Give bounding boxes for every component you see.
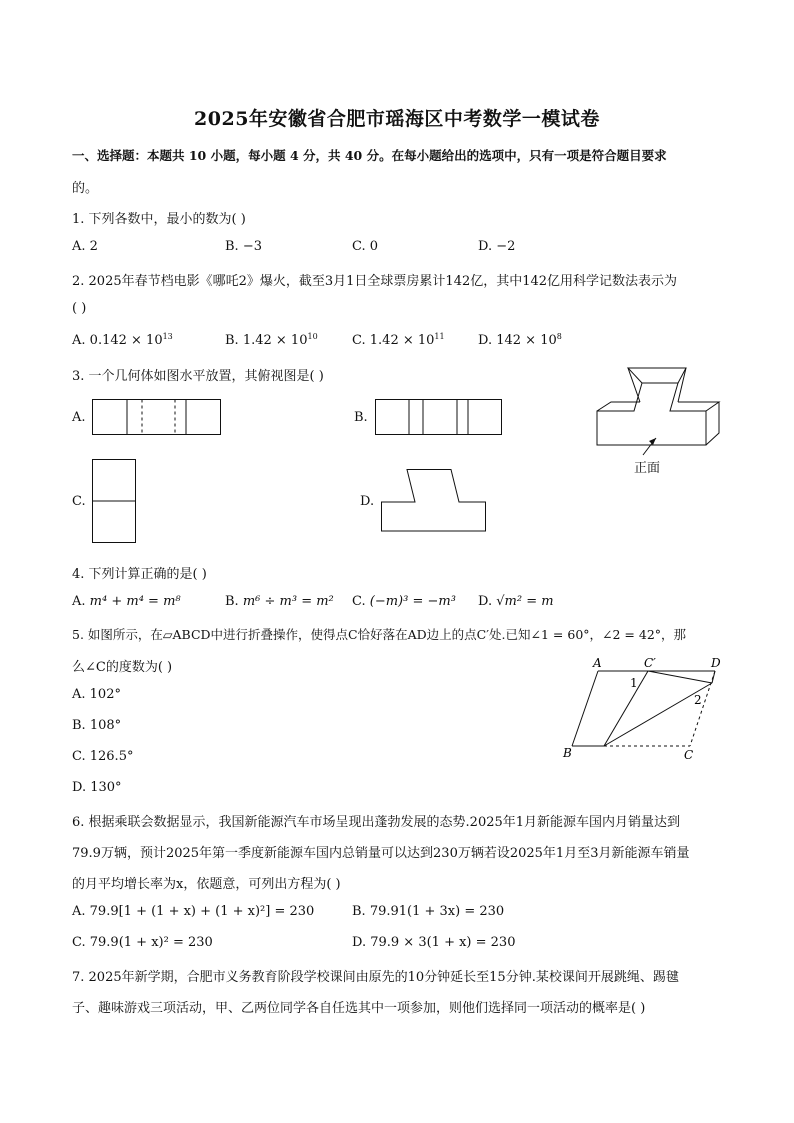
q6-option-c: C. 79.9(1 + x)² = 230 bbox=[72, 935, 213, 950]
q4-option-b-label: B. bbox=[225, 594, 239, 609]
q3-solid-right-side bbox=[706, 402, 719, 445]
q3-d-outline bbox=[382, 470, 486, 532]
q5-stem-line1: 5. 如图所示，在▱ABCD中进行折叠操作，使得点C恰好落在AD边上的点C′处.已知∠1 = 60°，∠2 = 42°，那 bbox=[72, 627, 687, 642]
q5-option-d: D. 130° bbox=[72, 780, 122, 795]
q2-option-c-mantissa: 1.42 × 10 bbox=[369, 333, 435, 348]
q1-option-b: B. −3 bbox=[225, 239, 262, 254]
q1-option-d: D. −2 bbox=[478, 239, 516, 254]
q3-solid-upper-left-edge bbox=[628, 368, 640, 402]
q2-option-d-label: D. bbox=[478, 333, 493, 348]
q2-stem-line1: 2. 2025年春节档电影《哪吒2》爆火，截至3月1日全球票房累计142亿，其中142亿用科学记数法表示为 bbox=[72, 274, 678, 289]
q5-label-c: C bbox=[684, 748, 694, 762]
q5-option-a: A. 102° bbox=[72, 687, 121, 702]
q2-option-d-mantissa: 142 × 10 bbox=[496, 333, 557, 348]
q5-label-angle2: 2 bbox=[694, 693, 702, 707]
q3-option-b-figure bbox=[375, 399, 505, 437]
q4-option-d bbox=[478, 594, 554, 609]
q3-option-a-figure bbox=[92, 399, 222, 437]
q5-segment-f-d bbox=[712, 671, 715, 683]
q5-option-b: B. 108° bbox=[72, 718, 122, 733]
q6-option-d: D. 79.9 × 3(1 + x) = 230 bbox=[352, 935, 516, 950]
q5-segment-ec-prime bbox=[604, 671, 648, 746]
exam-title: 2025年安徽省合肥市瑶海区中考数学一模试卷 bbox=[194, 108, 600, 130]
q3-front-label: 正面 bbox=[634, 461, 661, 476]
q3-option-c-figure bbox=[92, 459, 138, 545]
q2-option-c bbox=[352, 332, 445, 348]
q2-option-a-label: A. bbox=[72, 333, 86, 348]
q3-solid-upper-right-edge bbox=[678, 368, 686, 402]
q3-a-outline bbox=[93, 400, 221, 435]
q5-edge-ab bbox=[572, 671, 598, 746]
q3-label-a: A. bbox=[72, 410, 86, 425]
q2-stem-line2: ( ) bbox=[72, 301, 87, 316]
q5-label-d: D bbox=[711, 656, 721, 670]
q3-solid-figure bbox=[596, 365, 721, 480]
q3-solid-upper-top bbox=[628, 368, 686, 383]
q1-option-a: A. 2 bbox=[72, 239, 98, 254]
q5-edge-dc-dashed bbox=[690, 671, 715, 746]
q3-stem: 3. 一个几何体如图水平放置，其俯视图是( ) bbox=[72, 369, 324, 384]
q3-b-outline bbox=[376, 400, 502, 435]
q5-option-c: C. 126.5° bbox=[72, 749, 134, 764]
q4-option-a-text: m⁴ + m⁴ = m⁸ bbox=[89, 594, 181, 609]
q4-option-a bbox=[72, 594, 181, 609]
q2-option-c-exp: 11 bbox=[434, 332, 445, 341]
q6-stem-line1: 6. 根据乘联会数据显示，我国新能源汽车市场呈现出蓬勃发展的态势.2025年1月新能源车国内月销量达到 bbox=[72, 815, 681, 830]
q3-solid-right-top bbox=[678, 402, 719, 411]
q4-option-c-label: C. bbox=[352, 594, 366, 609]
q5-label-angle1: 1 bbox=[630, 676, 638, 690]
q2-option-b-exp: 10 bbox=[307, 332, 318, 341]
q2-option-b-label: B. bbox=[225, 333, 239, 348]
section-heading-line1: 一、选择题：本题共 10 小题，每小题 4 分，共 40 分。在每小题给出的选项中，只有一项是符合题目要求 bbox=[72, 148, 667, 163]
q4-option-a-label: A. bbox=[72, 594, 86, 609]
q7-stem-line2: 子、趣味游戏三项活动，甲、乙两位同学各自任选其中一项参加，则他们选择同一项活动的概率是( ) bbox=[72, 1001, 646, 1016]
q2-option-a bbox=[72, 332, 173, 348]
q3-solid-front-face bbox=[597, 383, 706, 445]
q4-option-b bbox=[225, 594, 334, 609]
q7-stem-line1: 7. 2025年新学期，合肥市义务教育阶段学校课间由原先的10分钟延长至15分钟.某校课间开展跳绳、踢毽 bbox=[72, 970, 679, 985]
q2-option-b-mantissa: 1.42 × 10 bbox=[242, 333, 308, 348]
q4-option-d-label: D. bbox=[478, 594, 493, 609]
q5-label-c-prime: C′ bbox=[644, 656, 656, 670]
q1-option-c: C. 0 bbox=[352, 239, 379, 254]
q4-option-d-text: √m² = m bbox=[496, 594, 554, 609]
q3-solid-left-top bbox=[597, 402, 640, 411]
q1-stem: 1. 下列各数中，最小的数为( ) bbox=[72, 212, 246, 227]
q2-option-a-exp: 13 bbox=[162, 332, 173, 341]
q3-front-arrowhead bbox=[649, 438, 656, 445]
q4-option-c-text: (−m)³ = −m³ bbox=[369, 594, 456, 609]
section-heading-line2: 的。 bbox=[72, 181, 99, 196]
q5-stem-line2: 么∠C的度数为( ) bbox=[72, 660, 173, 675]
q3-option-d-figure bbox=[381, 469, 489, 533]
q5-segment-c-prime-f bbox=[648, 671, 712, 683]
q4-option-c bbox=[352, 594, 456, 609]
q2-option-c-label: C. bbox=[352, 333, 366, 348]
q3-label-c: C. bbox=[72, 494, 86, 509]
q5-parallelogram-figure bbox=[560, 655, 730, 765]
q6-option-b: B. 79.91(1 + 3x) = 230 bbox=[352, 904, 505, 919]
q6-stem-line2: 79.9万辆，预计2025年第一季度新能源车国内总销量可以达到230万辆若设2025年1月至3月新能源车销量 bbox=[72, 846, 690, 861]
q5-label-b: B bbox=[563, 746, 572, 760]
q2-option-d bbox=[478, 332, 562, 348]
q6-stem-line3: 的月平均增长率为x，依题意，可列出方程为( ) bbox=[72, 877, 341, 892]
q5-label-a: A bbox=[593, 656, 602, 670]
q6-option-a: A. 79.9[1 + (1 + x) + (1 + x)²] = 230 bbox=[72, 904, 315, 919]
q2-option-d-exp: 8 bbox=[556, 332, 562, 341]
q2-option-a-mantissa: 0.142 × 10 bbox=[89, 333, 163, 348]
q2-option-b bbox=[225, 332, 318, 348]
q4-stem: 4. 下列计算正确的是( ) bbox=[72, 567, 207, 582]
q3-label-b: B. bbox=[354, 410, 368, 425]
q3-label-d: D. bbox=[360, 494, 375, 509]
q4-option-b-text: m⁶ ÷ m³ = m² bbox=[242, 594, 334, 609]
